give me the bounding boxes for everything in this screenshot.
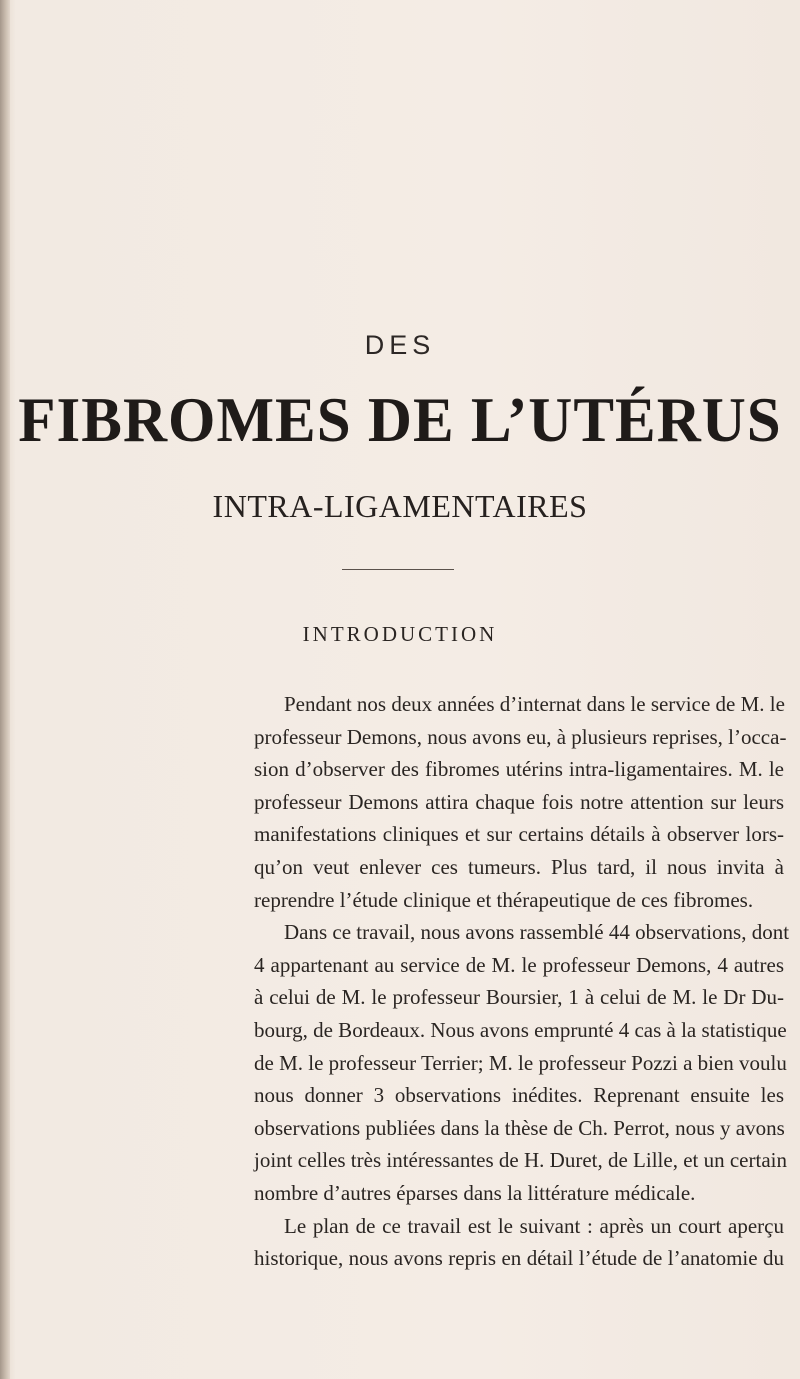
text-line: bourg, de Bordeaux. Nous avons emprunté 4 cas à la statistique (254, 1017, 787, 1042)
text-line: Pendant nos deux années d’internat dans le service de M. le (284, 692, 785, 716)
section-heading: INTRODUCTION (302, 622, 498, 646)
text-line: nombre d’autres éparses dans la littérature médicale. (254, 1180, 696, 1205)
text-line: de M. le professeur Terrier; M. le professeur Pozzi a bien voulu (254, 1050, 787, 1075)
text-line: qu’on veut enlever ces tumeurs. Plus tard, il nous invita à (254, 854, 784, 879)
pretitle: DES (364, 330, 436, 360)
title-divider (342, 569, 454, 570)
document-title: FIBROMES DE L’UTÉRUS (18, 385, 782, 456)
text-line: observations publiées dans la thèse de Ch. Perrot, nous y avons (254, 1115, 785, 1140)
text-line: professeur Demons attira chaque fois notre attention sur leurs (254, 789, 784, 814)
text-line: reprendre l’étude clinique et thérapeutique de ces fibromes. (254, 887, 754, 912)
text-line: manifestations cliniques et sur certains détails à observer lors- (254, 822, 784, 847)
text-line: professeur Demons, nous avons eu, à plusieurs reprises, l’occa- (254, 724, 787, 749)
text-line: Le plan de ce travail est le suivant : après un court aperçu (284, 1213, 784, 1238)
document-subtitle: INTRA-LIGAMENTAIRES (212, 488, 588, 524)
text-line: historique, nous avons repris en détail l’étude de l’anatomie du (254, 1246, 784, 1271)
text-line: nous donner 3 observations inédites. Reprenant ensuite les (254, 1083, 784, 1108)
text-line: Dans ce travail, nous avons rassemblé 44 observations, dont (284, 920, 790, 945)
body-text (254, 688, 790, 1275)
page-binding-edge (0, 0, 10, 1379)
text-line: 4 appartenant au service de M. le professeur Demons, 4 autres (254, 952, 784, 977)
text-line: joint celles très intéressantes de H. Duret, de Lille, et un certain (254, 1148, 787, 1173)
text-line: à celui de M. le professeur Boursier, 1 à celui de M. le Dr Du- (254, 985, 784, 1010)
text-line: sion d’observer des fibromes utérins intra-ligamentaires. M. le (254, 757, 784, 782)
